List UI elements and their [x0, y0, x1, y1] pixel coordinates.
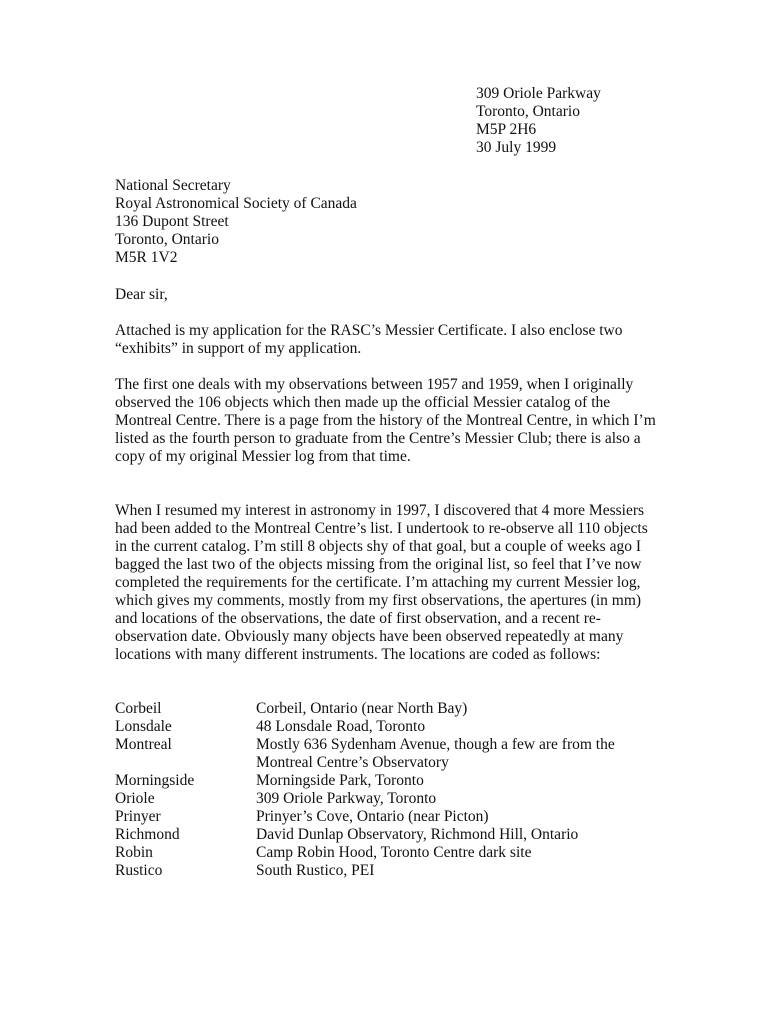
list-item: [115, 790, 675, 808]
location-code: Oriole: [115, 790, 155, 807]
location-description: South Rustico, PEI: [256, 862, 375, 879]
sender-postal-code: M5P 2H6: [476, 121, 537, 138]
paragraph-resumed-interest: When I resumed my interest in astronomy in 1997, I discovered that 4 more Messiers had been added to the Montreal Centre’s list. I undertook to re-observe all 110 objects in the current catalog. I’m still 8 objects shy of that goal, but a couple of weeks ago I bagged the last two of the objects missing from the original list, so feel that I’ve now completed the requirements for the certificate. I’m attaching my current Messier log, which gives my comments, mostly from my first observations, the apertures (in mm) and locations of the observations, the date of first observation, and a recent re-observation date. Obviously many objects have been observed repeatedly at many locations with many different instruments. The locations are coded as follows:: [115, 502, 648, 663]
location-description: Prinyer’s Cove, Ontario (near Picton): [256, 808, 489, 825]
location-code: Lonsdale: [115, 718, 172, 735]
location-code: Richmond: [115, 826, 180, 843]
location-code: Montreal: [115, 736, 172, 753]
list-item: [115, 772, 675, 790]
recipient-organization: Royal Astronomical Society of Canada: [115, 195, 357, 212]
list-item: [115, 862, 675, 880]
location-code: Morningside: [115, 772, 195, 789]
location-codes-list: [115, 700, 675, 880]
list-item: [115, 826, 675, 844]
letter-date: 30 July 1999: [476, 139, 557, 156]
location-code: Prinyer: [115, 808, 161, 825]
list-item: [115, 844, 675, 862]
location-description: 309 Oriole Parkway, Toronto: [256, 790, 437, 807]
recipient-address: [115, 177, 515, 267]
paragraph-first-observations: The first one deals with my observations between 1957 and 1959, when I originally observed the 106 objects which then made up the official Messier catalog of the Montreal Centre. There is a page from the history of the Montreal Centre, in which I’m listed as the fourth person to graduate from the Centre’s Messier Club; there is also a copy of my original Messier log from that time.: [115, 376, 656, 465]
list-item: [115, 808, 675, 826]
salutation: Dear sir,: [115, 286, 168, 303]
location-description: Morningside Park, Toronto: [256, 772, 424, 789]
sender-address: [476, 85, 736, 157]
recipient-city: Toronto, Ontario: [115, 231, 219, 248]
location-description: David Dunlap Observatory, Richmond Hill, Ontario: [256, 826, 579, 843]
location-code: Rustico: [115, 862, 163, 879]
recipient-title: National Secretary: [115, 177, 231, 194]
sender-city: Toronto, Ontario: [476, 103, 580, 120]
location-description: Corbeil, Ontario (near North Bay): [256, 700, 468, 717]
location-code: Robin: [115, 844, 153, 861]
location-description: 48 Lonsdale Road, Toronto: [256, 718, 426, 735]
location-code: Corbeil: [115, 700, 162, 717]
recipient-street: 136 Dupont Street: [115, 213, 229, 230]
list-item: [115, 700, 675, 718]
list-item: [115, 736, 675, 772]
list-item: [115, 718, 675, 736]
location-description: Camp Robin Hood, Toronto Centre dark site: [256, 844, 532, 861]
sender-street: 309 Oriole Parkway: [476, 85, 601, 102]
location-description: Mostly 636 Sydenham Avenue, though a few are from the Montreal Centre’s Observatory: [256, 736, 615, 771]
recipient-postal-code: M5R 1V2: [115, 249, 178, 266]
paragraph-application: Attached is my application for the RASC’s Messier Certificate. I also enclose two “exhibits” in support of my application.: [115, 322, 623, 357]
